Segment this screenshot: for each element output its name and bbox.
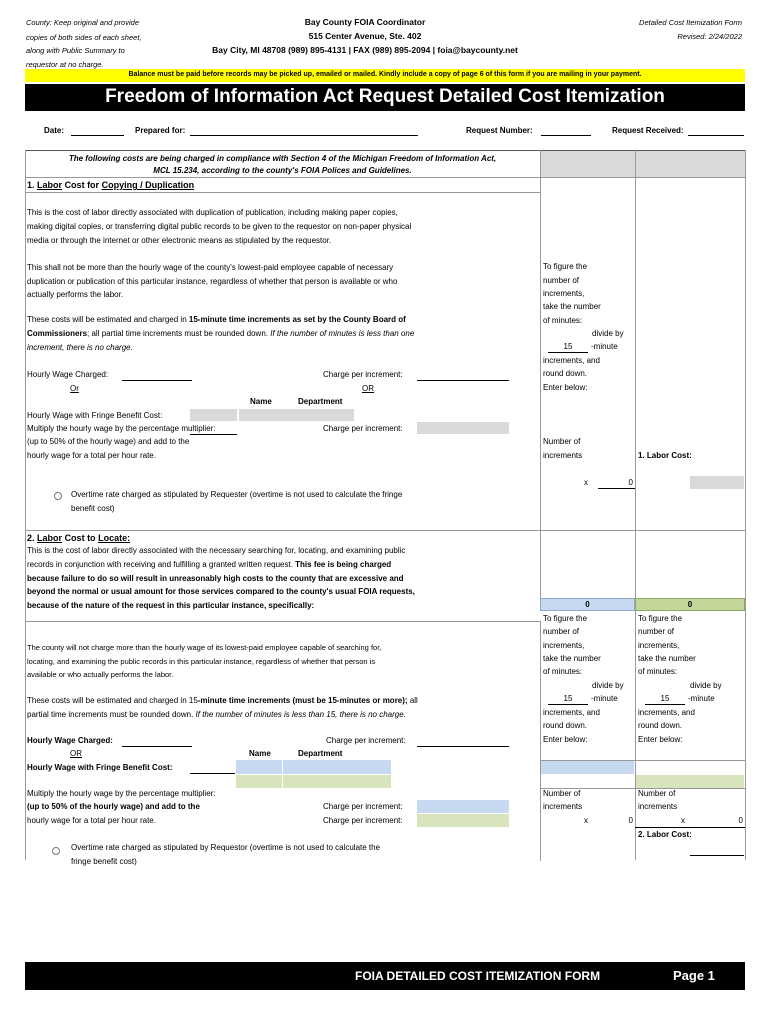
- s2-limit-line: The county will not charge more than the hourly wage of its lowest-paid employee capable of searching for,: [27, 643, 382, 652]
- s2b-increments-and: increments, and: [638, 708, 695, 717]
- grid-line: [25, 150, 26, 860]
- s1-est-b: 15-minute time increments as set by the County Board of: [188, 315, 406, 324]
- s1-round-down: round down.: [543, 369, 588, 378]
- s2-fee-line: because failure to do so will result in unreasonably high costs to the county that are excessive and: [27, 574, 404, 583]
- s1-hourly-wage-label: Hourly Wage Charged:: [27, 370, 109, 379]
- s1-or2-label: OR: [362, 384, 374, 393]
- s1-labor-cost-label: 1. Labor Cost:: [638, 451, 692, 460]
- s1-side-line: number of: [543, 276, 580, 285]
- intro-gray-cell: [540, 151, 745, 177]
- form-name: Detailed Cost Itemization Form: [639, 18, 742, 27]
- s2-charge-a-label: Charge per increment:: [323, 802, 403, 811]
- s1-side-line: increments,: [543, 289, 585, 298]
- section-2-locate: Locate:: [98, 533, 131, 543]
- grid-line: [745, 150, 746, 860]
- s2-labor-cost-label: 2. Labor Cost:: [638, 830, 692, 839]
- s1-side-line: of minutes:: [543, 316, 583, 325]
- s2a-fifteen: 15: [563, 694, 573, 703]
- s1-overtime-line: Overtime rate charged as stipulated by Requester (overtime is not used to calculate the fringe: [71, 490, 403, 499]
- s2-est-a: These costs will be estimated and charged in 15: [27, 696, 198, 705]
- s2b-enter-below: Enter below:: [638, 735, 683, 744]
- s1-department-header: Department: [298, 397, 343, 406]
- s2-or-label: OR: [70, 749, 82, 758]
- footer-form-title: FOIA DETAILED COST ITEMIZATION FORM: [355, 969, 601, 983]
- s2-up-to-label: (up to 50% of the hourly wage) and add to the: [27, 802, 200, 811]
- s2b-fifteen-underline: [645, 704, 685, 705]
- s2-limit-line: available or who actually performs the labor.: [27, 670, 174, 679]
- s1-fringe-label: Hourly Wage with Fringe Benefit Cost:: [27, 411, 163, 420]
- s1-fifteen: 15: [563, 342, 573, 351]
- prepared-for-field[interactable]: [190, 135, 418, 136]
- s2a-x: x: [584, 816, 588, 825]
- s2-blue-total: 0: [585, 600, 590, 609]
- s2-overtime-radio[interactable]: [52, 847, 60, 855]
- s1-est-e: If the number of minutes is less than one: [268, 329, 415, 338]
- grid-line: [635, 150, 636, 860]
- section-1-cost-for: Cost for: [64, 180, 100, 190]
- s1-limit-line: actually performs the labor.: [27, 290, 124, 299]
- s2a-side-line: increments,: [543, 641, 585, 650]
- s1-x: x: [584, 478, 588, 487]
- grid-line: [25, 621, 540, 622]
- s2-est-e: If the number of minutes is less than 15, there is no charge.: [193, 710, 406, 719]
- s2-fee-line: beyond the normal or usual amount for those services compared to the county's usual FOIA requests,: [27, 587, 415, 596]
- s1-enter-below: Enter below:: [543, 383, 588, 392]
- section-2-number: 2.: [27, 533, 35, 543]
- balance-notice-bar: [25, 69, 745, 82]
- s1-charge2-field[interactable]: [417, 422, 509, 434]
- date-field[interactable]: [71, 135, 124, 136]
- coordinator-title: Bay County FOIA Coordinator: [304, 17, 426, 27]
- s1-estimate-line-2: [27, 329, 414, 338]
- s2a-side-line: of minutes:: [543, 667, 583, 676]
- s1-overtime-line: benefit cost): [71, 504, 115, 513]
- s2b-side-line: increments,: [638, 641, 680, 650]
- s2b-increments: increments: [638, 802, 678, 811]
- prepared-for-label: Prepared for:: [135, 126, 186, 135]
- s1-overtime-radio[interactable]: [54, 492, 62, 500]
- revised-date: Revised: 2/24/2022: [677, 32, 742, 41]
- grid-line: [25, 192, 540, 193]
- request-number-label: Request Number:: [466, 126, 533, 135]
- s2a-increments: increments: [543, 802, 583, 811]
- s2-desc-text: records in conjunction with receiving and fulfilling a granted written request.: [27, 560, 293, 569]
- s1-estimate-line-1: [27, 315, 406, 324]
- left-note-line: along with Public Summary to: [26, 46, 125, 55]
- s2-green-total-cell: [635, 598, 745, 611]
- s1-charge-field[interactable]: [417, 380, 509, 381]
- section-1-labor: Labor: [37, 180, 63, 190]
- s1-divide-by: divide by: [592, 329, 624, 338]
- s2a-minutes-field[interactable]: [541, 760, 634, 774]
- s1-or-label: Or: [70, 384, 79, 393]
- s1-charge-label: Charge per increment:: [323, 370, 403, 379]
- s2-department-header: Department: [298, 749, 343, 758]
- left-note-line: requestor at no charge.: [26, 60, 104, 69]
- s1-desc-line: media or through the internet or other electronic means as stipulated by the requestor.: [27, 236, 332, 245]
- request-received-field[interactable]: [688, 135, 744, 136]
- s2-charge-b-field[interactable]: [417, 814, 509, 827]
- grid-line: [25, 177, 745, 178]
- s2-fringe-field[interactable]: [190, 773, 235, 774]
- s1-charge2-label: Charge per increment:: [323, 424, 403, 433]
- s2-estimate-line-2: [27, 710, 406, 719]
- request-number-field[interactable]: [541, 135, 591, 136]
- grid-line: [540, 621, 541, 861]
- s2-limit-line: locating, and examining the public records in this particular instance, regardless of whether that person is: [27, 657, 376, 666]
- section-2-cost: Cost to: [64, 533, 96, 543]
- intro-line-2: MCL 15.234, according to the county's FOIA Polices and Guidelines.: [153, 166, 412, 175]
- section-1-number: 1.: [27, 180, 35, 190]
- s2a-round-down: round down.: [543, 721, 588, 730]
- s2-name-field[interactable]: [236, 760, 282, 774]
- s2b-side-line: of minutes:: [638, 667, 678, 676]
- s2-charge-a-field[interactable]: [417, 800, 509, 813]
- date-label: Date:: [44, 126, 65, 135]
- s2b-fifteen: 15: [660, 694, 670, 703]
- s1-fifteen-underline: [548, 352, 588, 353]
- s1-labor-cost-field[interactable]: [690, 476, 744, 489]
- s2-est-b: -minute time increments (must be 15-minutes or more);: [197, 696, 408, 705]
- grid-line: [540, 150, 541, 610]
- s2-fee-bold: This fee is being charged: [292, 560, 392, 569]
- s2a-fifteen-underline: [548, 704, 588, 705]
- s2b-x: x: [681, 816, 685, 825]
- page-title: Freedom of Information Act Request Detailed Cost Itemization: [105, 86, 665, 107]
- left-note-line: copies of both sides of each sheet,: [26, 33, 142, 42]
- grid-line: [635, 827, 745, 828]
- grid-line: [25, 530, 745, 531]
- s2a-minute: -minute: [591, 694, 618, 703]
- s2-est-c: all: [407, 696, 418, 705]
- s1-minute: -minute: [591, 342, 618, 351]
- s2a-zero: 0: [628, 816, 633, 825]
- s2-labor-cost-field[interactable]: [690, 855, 744, 856]
- address-line-2: Bay City, MI 48708 (989) 895-4131 | FAX (989) 895-2094 | foia@baycounty.net: [212, 45, 518, 55]
- s2-fringe-label: Hourly Wage with Fringe Benefit Cost:: [27, 763, 173, 772]
- s2b-side-line: take the number: [638, 654, 696, 663]
- s2-est-d: partial time increments must be rounded down.: [27, 710, 194, 719]
- balance-notice: Balance must be paid before records may be picked up, emailed or mailed. Kindly include a copy of page 6 of this form if you are mailing in your payment.: [128, 71, 642, 78]
- s1-limit-line: duplication or publication of this particular instance, regardless of whether that person is available or who: [27, 277, 398, 286]
- s2b-minutes-field[interactable]: [636, 775, 744, 788]
- s2-desc-line: This is the cost of labor directly associated with the necessary searching for, locating, and examining public: [27, 546, 406, 555]
- s2-multiply-label: Multiply the hourly wage by the percentage multiplier:: [27, 789, 216, 798]
- s2-hourly-total-label: hourly wage for a total per hour rate.: [27, 816, 156, 825]
- grid-line: [540, 760, 745, 761]
- s2a-side-line: take the number: [543, 654, 601, 663]
- s1-up-to-label: (up to 50% of the hourly wage) and add to the: [27, 437, 190, 446]
- s2-dept-field[interactable]: [283, 760, 391, 774]
- s1-desc-line: making digital copies, or transferring digital public records to be given to the requestor on non-paper physical: [27, 222, 412, 231]
- s2b-round-down: round down.: [638, 721, 683, 730]
- title-bar: [25, 84, 745, 111]
- s1-side-line: take the number: [543, 302, 601, 311]
- s1-side-line: To figure the: [543, 262, 588, 271]
- s1-zero: 0: [628, 478, 633, 487]
- s2-blue-total-cell: [540, 598, 635, 611]
- s1-limit-line: This shall not be more than the hourly wage of the county's lowest-paid employee capable of necessary: [27, 263, 394, 272]
- s2a-side-line: number of: [543, 627, 580, 636]
- request-received-label: Request Received:: [612, 126, 684, 135]
- s1-hourly-total-label: hourly wage for a total per hour rate.: [27, 451, 156, 460]
- s2-green-total: 0: [687, 600, 693, 609]
- s2b-divide-by: divide by: [690, 681, 722, 690]
- s2-desc-line-2: [27, 560, 391, 569]
- s2-charge-label: Charge per increment:: [326, 736, 406, 745]
- s2-name-fringe-field[interactable]: [236, 775, 282, 788]
- s2-charge-field[interactable]: [417, 746, 509, 747]
- s1-desc-line: This is the cost of labor directly associated with duplication of publication, including making paper copies,: [27, 208, 398, 217]
- footer-bar: [25, 962, 745, 990]
- section-1-heading: [27, 180, 194, 190]
- s2a-increments-and: increments, and: [543, 708, 600, 717]
- section-2-labor: Labor: [37, 533, 63, 543]
- s2a-side-line: To figure the: [543, 614, 588, 623]
- s2-estimate-line-1: [27, 696, 418, 705]
- s1-est-a: These costs will be estimated and charged in: [27, 315, 189, 324]
- s1-est-d: ; all partial time increments must be rounded down.: [87, 329, 269, 338]
- s1-name-header: Name: [250, 397, 272, 406]
- s1-hourly-wage-field[interactable]: [122, 380, 192, 381]
- left-note-line: County: Keep original and provide: [26, 18, 139, 27]
- s1-fringe-dept-field[interactable]: [239, 409, 354, 421]
- s1-estimate-line-3: increment, there is no charge.: [27, 343, 133, 352]
- s1-multiply-field[interactable]: [190, 434, 237, 435]
- s2b-zero: 0: [738, 816, 743, 825]
- s2-hourly-wage-field[interactable]: [122, 746, 192, 747]
- s2-hourly-wage-label: Hourly Wage Charged:: [27, 736, 113, 745]
- s2b-number-of: Number of: [638, 789, 676, 798]
- s1-fringe-name-field[interactable]: [190, 409, 237, 421]
- s2b-side-line: To figure the: [638, 614, 683, 623]
- section-1-title: Copying / Duplication: [101, 180, 195, 190]
- s2-fee-line: because of the nature of the request in this particular instance, specifically:: [27, 601, 315, 610]
- intro-line-1: The following costs are being charged in compliance with Section 4 of the Michigan Freedom of Information Act,: [68, 154, 497, 163]
- s2b-minute: -minute: [688, 694, 715, 703]
- s1-est-c: Commissioners: [27, 329, 88, 338]
- s2-charge-b-label: Charge per increment:: [323, 816, 403, 825]
- footer-page-number: Page 1: [673, 968, 715, 983]
- s2-name-header: Name: [249, 749, 271, 758]
- grid-line: [540, 788, 745, 789]
- s2b-side-line: number of: [638, 627, 675, 636]
- s2a-enter-below: Enter below:: [543, 735, 588, 744]
- s1-increments-field[interactable]: [598, 488, 635, 489]
- address-line-1: 515 Center Avenue, Ste. 402: [308, 31, 422, 41]
- s1-increments: increments: [543, 451, 583, 460]
- s2-overtime-line: Overtime rate charged as stipulated by Requestor (overtime is not used to calculate the: [71, 843, 381, 852]
- s2-dept-fringe-field[interactable]: [283, 775, 391, 788]
- s1-increments-and: increments, and: [543, 356, 600, 365]
- s2-overtime-line: fringe benefit cost): [71, 857, 137, 866]
- s1-number-of: Number of: [543, 437, 581, 446]
- section-2-heading: [27, 533, 130, 543]
- s1-multiply-label: Multiply the hourly wage by the percentage multiplier:: [27, 424, 216, 433]
- s2a-divide-by: divide by: [592, 681, 624, 690]
- s2a-number-of: Number of: [543, 789, 581, 798]
